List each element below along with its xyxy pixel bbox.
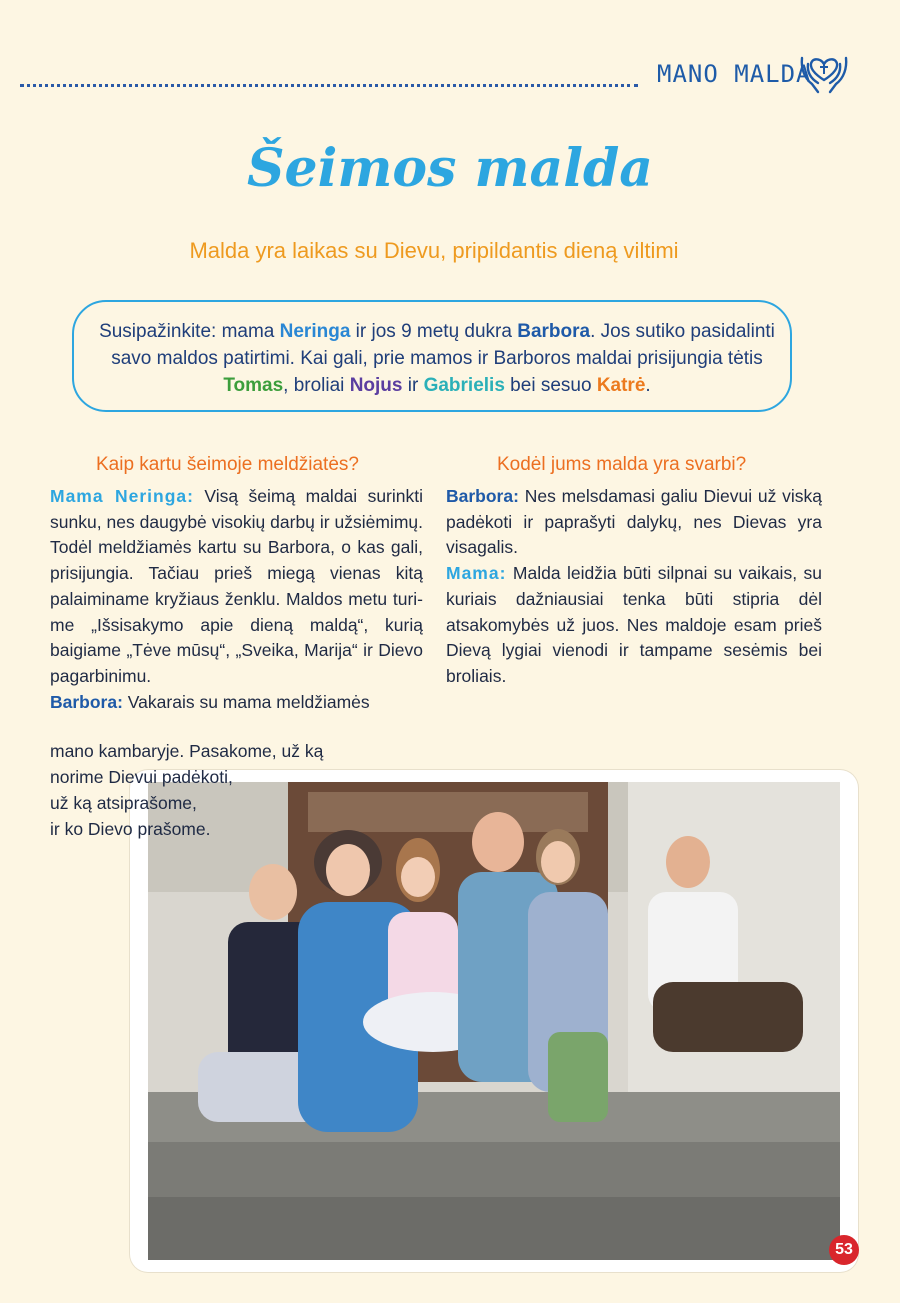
name-gabrielis: Gabrielis xyxy=(423,375,505,396)
speaker-label: Barbora: xyxy=(446,486,519,506)
left-column xyxy=(50,484,423,715)
left-answer-2: Barbora: Vakarais su mama meldžiamės xyxy=(50,691,370,712)
tail-line: ir ko Dievo prašome. xyxy=(50,819,211,839)
right-answer-1: Barbora: Nes melsdamasi galiu Dievui už viską padėkoti ir paprašyti dalykų, nes Dievas yra visagalis. xyxy=(446,486,822,558)
tail-line: mano kambaryje. Pasakome, už ką xyxy=(50,741,324,761)
name-neringa: Neringa xyxy=(279,321,351,342)
header-dotted-rule xyxy=(20,84,638,87)
page-title: Šeimos malda xyxy=(247,138,653,199)
family-photo xyxy=(148,782,840,1260)
tail-line: už ką atsiprašome, xyxy=(50,793,197,813)
speaker-label: Mama Neringa: xyxy=(50,486,194,506)
tail-line: norime Dievui padėkoti, xyxy=(50,767,233,787)
page-subtitle: Malda yra laikas su Dievu, pripildantis dieną viltimi xyxy=(189,238,679,263)
right-answer-2: Mama: Malda leidžia būti silpnai su vaikais, su kuriais dažniausiai tenka būti stipria dėl atsakomybės už juos. Nes maldoje esam prieš Dievą lygiai vienodi ir tampame sesėmis bei broliais. xyxy=(446,563,822,686)
page-number: 53 xyxy=(829,1235,859,1265)
speaker-label: Mama: xyxy=(446,563,507,584)
name-nojus: Nojus xyxy=(349,375,403,396)
right-question: Kodėl jums malda yra svarbi? xyxy=(497,454,747,475)
praying-hands-heart-icon xyxy=(798,52,850,96)
right-column xyxy=(446,484,822,690)
section-label: MANO MALDA xyxy=(657,60,812,88)
name-barbora: Barbora xyxy=(517,321,591,342)
intro-text: Susipažinkite: mama Neringa ir jos 9 metų dukra Barbora. Jos sutiko pasidalinti savo maldos patirtimi. Kai gali, prie mamos ir Barboros maldai prisijungia tėtis Tomas, broliai Nojus ir Gabrielis bei sesuo Katrė. xyxy=(99,321,775,396)
name-katre: Katrė xyxy=(596,375,646,396)
speaker-label: Barbora: xyxy=(50,691,123,712)
left-question: Kaip kartu šeimoje meldžiatės? xyxy=(96,454,359,475)
name-tomas: Tomas xyxy=(223,375,284,396)
left-answer-1: Mama Neringa: Visą šeimą maldai surinkti sunku, nes daugybė visokių darbų ir užsiėmimų. Todėl meldžiamės kartu su Barbora, o kas gali, prisijungia. Tačiau prieš miegą vienas kitą palaiminame kryžiaus ženklu. Maldos metu turime „Išsisakymo apie dieną maldą“, kurią baigiame „Tėve mūsų“, „Sveika, Marija“ ir Dievo pagarbinimu. xyxy=(50,486,424,686)
